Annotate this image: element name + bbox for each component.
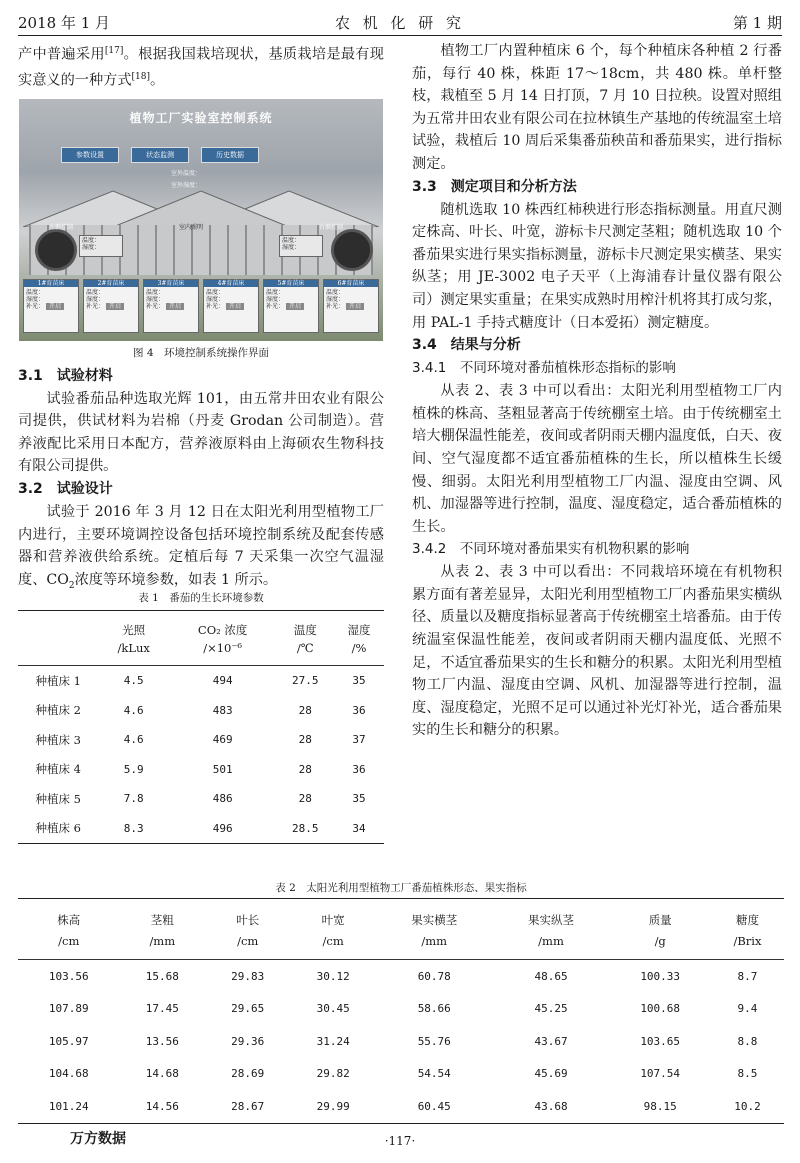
- table2-caption: 表 2 太阳光利用型植物工厂番茄植株形态、果实指标: [275, 882, 527, 894]
- table-row: 种植床 1 4.5 494 27.5 35: [35, 673, 366, 688]
- figure-bed-3: 3#育苗床 温度： 湿度： 补光： 开启: [143, 279, 199, 333]
- table2-header: 茎粗: [150, 913, 174, 927]
- table1: [18, 610, 384, 844]
- figure-left-readout: 温度： 湿度：: [79, 235, 123, 257]
- table-row: 103.56 15.68 29.83 30.12 60.78 48.65 100.33 8.7: [48, 969, 758, 983]
- table2-header: 叶宽: [321, 913, 345, 927]
- section-3-2-text: 试验于 2016 年 3 月 12 日在太阳光利用型植物工厂内进行，主要环境调控设备包括环境控制系统及配套传感器和营养液供给系统。定植后每 7 天采集一次空气温湿度、$CO_2$浓度等环境参数，如表 1 所示。: [18, 504, 384, 591]
- intro-paragraph: 产中普遍采用[17]。根据我国栽培现状，基质栽培是最有现实意义的一种方式[18]。: [18, 46, 384, 90]
- figure-caption: 图 4 环境控制系统操作界面: [132, 346, 270, 359]
- table2-header: 株高: [57, 913, 81, 927]
- control-system-figure: [19, 99, 383, 341]
- table2-unit: /cm: [290, 931, 375, 960]
- table-row: 104.68 14.68 28.69 29.82 54.54 45.69 107.54 8.5: [48, 1067, 758, 1081]
- table2-header: 果实横茎: [411, 913, 458, 927]
- figure-bed-1: 1#育苗床 温度： 湿度： 补光： 开启: [23, 279, 79, 333]
- section-3-4-1-text: 从表 2、表 3 中可以看出：太阳光利用型植物工厂内植株的株高、茎粗显著高于传统棚室土培。由于传统棚室土培大棚保温性能差，夜间或者阴雨天棚内温度低，白天、夜间、空气湿度都不适宜番茄植株的生长，所以植株生长缓慢、细弱。太阳光利用型植物工厂内温、湿度由空调、风机、加湿器等进行控制，温度、湿度稳定，适合番茄植株的生长。: [412, 383, 782, 535]
- table-row: 种植床 6 8.3 496 28.5 34: [18, 814, 384, 844]
- table1-unit: /×10⁻⁶: [169, 639, 277, 666]
- table2-unit: /mm: [120, 931, 205, 960]
- table1-header: 光照: [122, 623, 146, 637]
- left-column: [18, 40, 384, 597]
- figure-title: 植物工厂实验室控制系统: [129, 110, 273, 125]
- table2-header: 果实纵茎: [528, 913, 575, 927]
- table2-unit: /g: [609, 931, 711, 960]
- table2-unit: /Brix: [711, 931, 784, 960]
- table2-unit: /mm: [376, 931, 493, 960]
- table-row: 种植床 5 7.8 486 28 35: [35, 791, 366, 806]
- figure-button-params: 参数设置: [61, 147, 119, 163]
- section-3-1-text: 试验番茄品种选取光辉 101，由五常井田农业有限公司提供，供试材料为岩棉（丹麦 Grodan 公司制造）。营养液配比采用日本配方，营养液原料由上海硕农生物科技有限公司提供。: [18, 390, 384, 475]
- figure-light-label: 室内照明: [179, 223, 204, 231]
- figure-left-control: 左侧控制: [49, 223, 74, 231]
- table-row: 105.97 13.56 29.36 31.24 55.76 43.67 103.65 8.8: [48, 1034, 758, 1048]
- section-3-1-title: 3.1 试验材料: [18, 367, 113, 384]
- table1-unit: /kLux: [99, 639, 169, 666]
- table1-unit: /℃: [276, 639, 334, 666]
- figure-bed-2: 2#育苗床 温度： 湿度： 补光： 开启: [83, 279, 139, 333]
- figure-bed-6: 6#育苗床 温度： 湿度： 补光： 开启: [323, 279, 379, 333]
- figure-right-control: 右侧控制: [319, 223, 344, 231]
- section-3-4-2-title: 3.4.2 不同环境对番茄果实有机物积累的影响: [412, 541, 690, 558]
- right-column: [412, 16, 782, 742]
- table1-unit: [18, 639, 99, 666]
- table1-unit: /%: [334, 639, 384, 666]
- table1-caption: 表 1 番茄的生长环境参数: [138, 592, 264, 604]
- table-row: 101.24 14.56 28.67 29.99 60.45 43.68 98.15 10.2: [18, 1090, 784, 1123]
- header-date: 2018 年 1 月: [18, 14, 111, 32]
- table2-unit: /mm: [493, 931, 610, 960]
- planting-paragraph: 植物工厂内置种植床 6 个，每个种植床各种植 2 行番茄，每行 40 株，株距 17～18cm，共 480 株。单杆整枝，栽植至 5 月 14 日打顶，7 月 10 日拉秧。设置对照组为五常井田农业有限公司在拉林镇生产基地的传统温室土培试验，栽植后 10 周后采集番茄秧苗和番茄果实，进行指标测定。: [412, 43, 782, 172]
- table-row: 107.89 17.45 29.65 30.45 58.66 45.25 100.68 9.4: [48, 1002, 758, 1016]
- table1-header: [18, 611, 99, 640]
- header-journal: 农 机 化 研 究: [334, 14, 466, 32]
- table2-header: 糖度: [735, 913, 759, 927]
- section-3-4-title: 3.4 结果与分析: [412, 337, 521, 354]
- figure-button-status: 状态监测: [131, 147, 189, 163]
- table1-header: 湿度: [347, 623, 371, 637]
- watermark: 万方数据: [70, 1131, 126, 1147]
- table2-unit: /cm: [18, 931, 120, 960]
- table-row: 种植床 3 4.6 469 28 37: [35, 732, 366, 747]
- table-row: 种植床 2 4.6 483 28 36: [35, 703, 366, 718]
- figure-bed-5: 5#育苗床 温度： 湿度： 补光： 开启: [263, 279, 319, 333]
- table2-header: 质量: [648, 913, 672, 927]
- page-number: ·117·: [384, 1134, 416, 1148]
- figure-bed-4: 4#育苗床 温度： 湿度： 补光： 开启: [203, 279, 259, 333]
- section-3-3-text: 随机选取 10 株西红柿秧进行形态指标测量。用直尺测定株高、叶长、叶宽，游标卡尺测定茎粗；随机选取 10 个番茄果实进行果实指标测量，游标卡尺测定果实横茎、果实纵茎；用 JE-3002 电子天平（上海浦春计量仪器有限公司）测定果实重量；在果实成熟时用榨汁机将其打成匀浆，用 PAL-1 手持式糖度计（日本爱拓）测定糖度。: [412, 201, 782, 331]
- figure-right-readout: 温度： 湿度：: [279, 235, 323, 257]
- figure-outdoor-hum: 室外湿度：: [171, 181, 202, 189]
- table2-header: 叶长: [236, 913, 260, 927]
- table-row: 种植床 4 5.9 501 28 36: [35, 762, 366, 777]
- section-3-4-2-text: 从表 2、表 3 中可以看出：不同栽培环境在有机物积累方面有著差显异，太阳光利用型植物工厂内番茄果实横纵径、质量以及糖度指标显著高于传统棚室土培番茄。由于传统温室保温性能差，夜间或者阴雨天棚内温度低、光照不足，不适宜番茄果实的生长和糖分的积累。太阳光利用型植物工厂内温、湿度由空调、风机、加湿器等进行控制，温度、湿度稳定，光照不足可以通过补光灯补光，适合番茄果实的生长和糖分的积累。: [412, 564, 782, 739]
- table1-header: 温度: [293, 623, 317, 637]
- section-3-2-title: 3.2 试验设计: [18, 481, 113, 498]
- section-3-3-title: 3.3 测定项目和分析方法: [412, 178, 577, 195]
- table2-unit: /cm: [205, 931, 290, 960]
- table2: [18, 898, 784, 1124]
- header-issue: 第 1 期: [732, 14, 782, 32]
- table1-header: CO₂ 浓度: [197, 623, 248, 637]
- figure-outdoor-temp: 室外温度：: [171, 169, 202, 177]
- figure-button-history: 历史数据: [201, 147, 259, 163]
- section-3-4-1-title: 3.4.1 不同环境对番茄植株形态指标的影响: [412, 360, 676, 377]
